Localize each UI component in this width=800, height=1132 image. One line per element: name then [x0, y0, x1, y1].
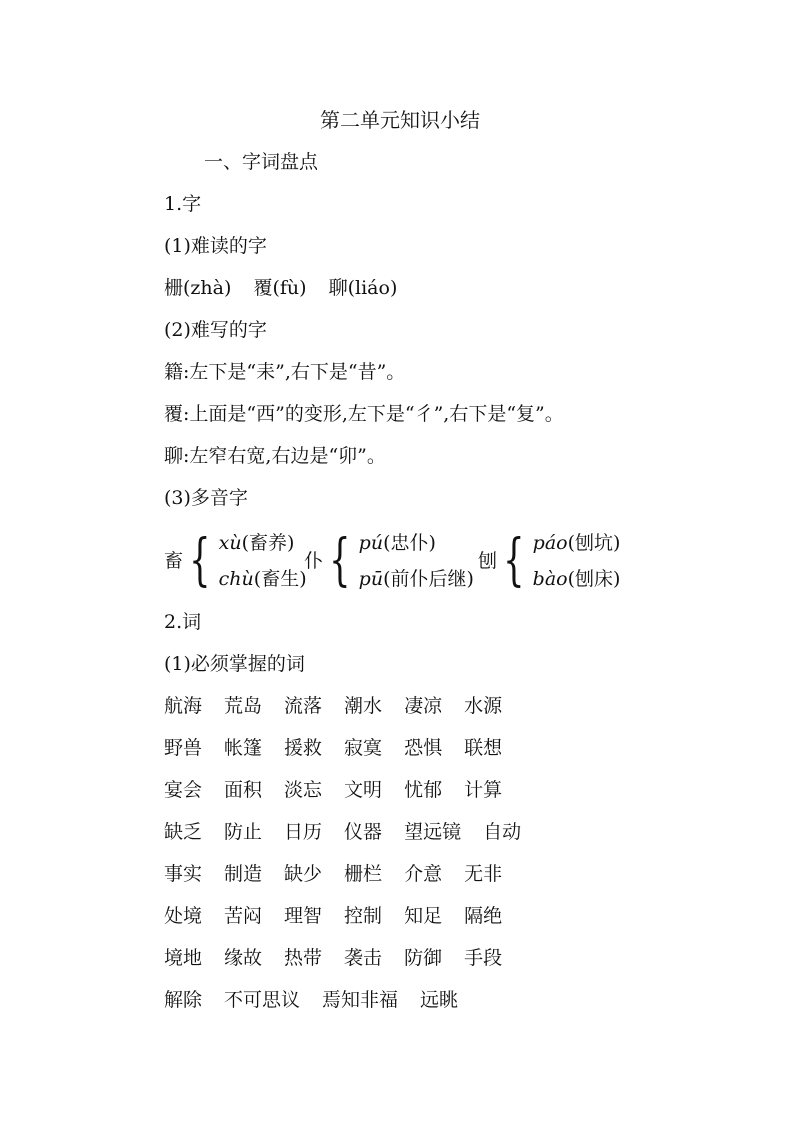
vocabulary-word: 忧郁 [404, 779, 443, 801]
vocabulary-word: 恐惧 [404, 737, 443, 759]
section-heading-words: 一、字词盘点 [204, 151, 319, 173]
vocabulary-word: 自动 [483, 821, 522, 843]
polyphone-group [478, 526, 620, 596]
hard-write-item: 聊:左窄右宽,右边是“卯”。 [164, 445, 386, 467]
left-brace: { [503, 528, 525, 593]
vocabulary-word: 无非 [464, 863, 503, 885]
polyphone-char: 刨 [478, 550, 498, 572]
hard-read-item: 覆(fù) [253, 277, 307, 299]
vocabulary-word: 袭击 [344, 947, 383, 969]
vocabulary-word: 隔绝 [464, 905, 503, 927]
subheading-hard-to-write: (2)难写的字 [164, 319, 267, 341]
vocabulary-word: 宴会 [164, 779, 203, 801]
word-row [164, 944, 524, 972]
polyphone-reading: pū(前仆后继) [358, 568, 474, 590]
vocabulary-word: 文明 [344, 779, 383, 801]
hard-read-item: 聊(liáo) [328, 277, 398, 299]
vocabulary-word: 事实 [164, 863, 203, 885]
vocabulary-word: 野兽 [164, 737, 203, 759]
vocabulary-word: 防御 [404, 947, 443, 969]
polyphone-reading: pú(忠仆) [358, 532, 436, 554]
vocabulary-word: 仪器 [344, 821, 383, 843]
vocabulary-word: 缘故 [224, 947, 263, 969]
vocabulary-word: 手段 [464, 947, 503, 969]
hard-write-item: 覆:上面是“西”的变形,左下是“彳”,右下是“复”。 [164, 403, 564, 425]
vocabulary-word: 寂寞 [344, 737, 383, 759]
vocabulary-word: 控制 [344, 905, 383, 927]
left-brace: { [189, 528, 211, 593]
vocabulary-word: 理智 [284, 905, 323, 927]
subheading-words: 2.词 [164, 611, 202, 633]
subheading-must-master: (1)必须掌握的词 [164, 653, 305, 675]
vocabulary-word: 计算 [464, 779, 503, 801]
polyphone-reading: chù(畜生) [218, 568, 307, 590]
word-row [164, 986, 480, 1014]
vocabulary-word: 不可思议 [224, 989, 301, 1011]
vocabulary-word: 解除 [164, 989, 203, 1011]
polyphone-char: 仆 [304, 550, 324, 572]
vocabulary-word: 栅栏 [344, 863, 383, 885]
left-brace: { [329, 528, 351, 593]
page-title: 第二单元知识小结 [320, 108, 480, 132]
vocabulary-word: 望远镜 [404, 821, 462, 843]
vocabulary-word: 流落 [284, 695, 323, 717]
vocabulary-word: 知足 [404, 905, 443, 927]
vocabulary-word: 制造 [224, 863, 263, 885]
vocabulary-word: 水源 [464, 695, 503, 717]
word-row [164, 734, 524, 762]
vocabulary-word: 缺乏 [164, 821, 203, 843]
vocabulary-word: 介意 [404, 863, 443, 885]
hard-write-item: 籍:左下是“耒”,右下是“昔”。 [164, 361, 406, 383]
vocabulary-word: 联想 [464, 737, 503, 759]
vocabulary-word: 援救 [284, 737, 323, 759]
word-row [164, 860, 524, 888]
vocabulary-word: 荒岛 [224, 695, 263, 717]
polyphone-group [164, 526, 307, 596]
hard-read-item: 栅(zhà) [164, 277, 232, 299]
vocabulary-word: 面积 [224, 779, 263, 801]
vocabulary-word: 凄凉 [404, 695, 443, 717]
vocabulary-word: 焉知非福 [322, 989, 399, 1011]
vocabulary-word: 淡忘 [284, 779, 323, 801]
hard-to-read-list [164, 274, 397, 302]
word-row [164, 818, 543, 846]
vocabulary-word: 境地 [164, 947, 203, 969]
polyphone-reading: bào(刨床) [532, 568, 621, 590]
vocabulary-word: 帐篷 [224, 737, 263, 759]
word-row [164, 902, 524, 930]
polyphone-group [304, 526, 474, 596]
vocabulary-word: 潮水 [344, 695, 383, 717]
polyphone-block [164, 526, 624, 596]
polyphone-reading: páo(刨坑) [532, 532, 621, 554]
vocabulary-word: 苦闷 [224, 905, 263, 927]
vocabulary-word: 航海 [164, 695, 203, 717]
subheading-characters: 1.字 [164, 193, 202, 215]
vocabulary-word: 热带 [284, 947, 323, 969]
polyphone-reading: xù(畜养) [218, 532, 295, 554]
subheading-hard-to-read: (1)难读的字 [164, 235, 267, 257]
vocabulary-word: 处境 [164, 905, 203, 927]
polyphone-char: 畜 [164, 550, 184, 572]
vocabulary-word: 缺少 [284, 863, 323, 885]
subheading-polyphones: (3)多音字 [164, 487, 248, 509]
vocabulary-word: 远眺 [420, 989, 459, 1011]
vocabulary-word: 防止 [224, 821, 263, 843]
word-row [164, 692, 524, 720]
word-row [164, 776, 524, 804]
vocabulary-word: 日历 [284, 821, 323, 843]
